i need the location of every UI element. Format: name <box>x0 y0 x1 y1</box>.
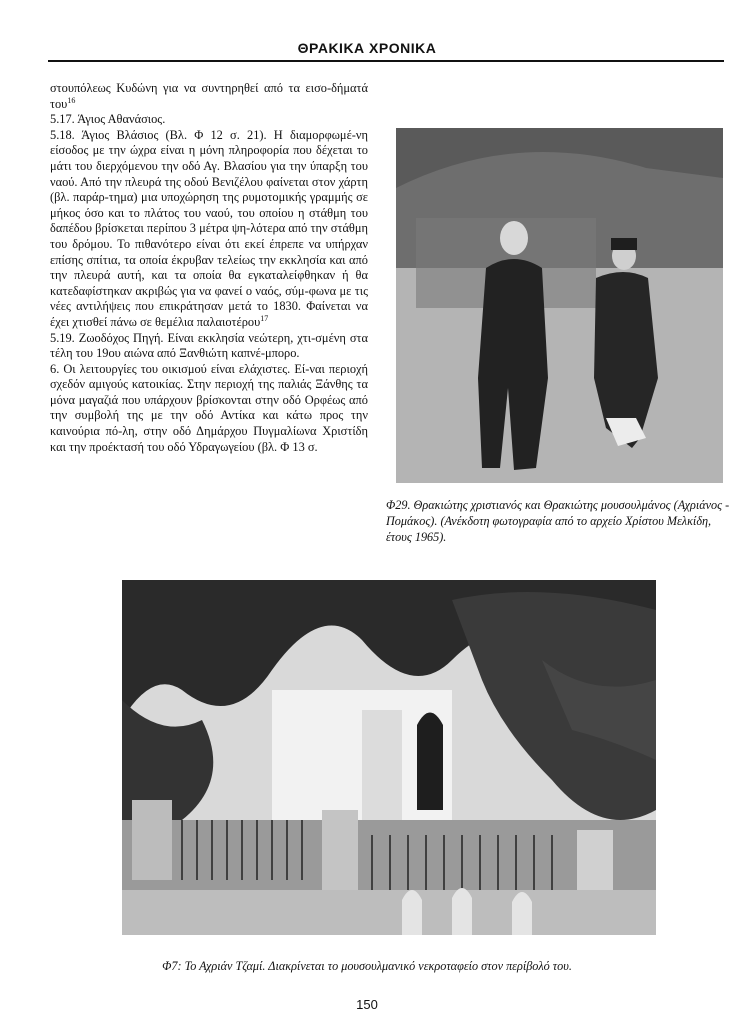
paragraph: 5.17. Άγιος Αθανάσιος. <box>50 112 166 127</box>
running-title: ΘΡΑΚΙΚΑ ΧΡΟΝΙΚΑ <box>297 40 437 56</box>
body-text-column <box>50 81 368 455</box>
header-rule <box>48 60 724 62</box>
paragraph-text: στουπόλεως Κυδώνη για να συντηρηθεί από τα εισο-δήματά του <box>50 81 368 111</box>
footnote-ref: 16 <box>67 95 76 105</box>
figure-7-photo <box>122 580 656 935</box>
figure-7-caption: Φ7: Το Αχριάν Τζαμί. Διακρίνεται το μουσουλμανικό νεκροταφείο στον περίβολό του. <box>162 959 572 973</box>
page-number: 150 <box>356 997 378 1012</box>
footnote-ref: 17 <box>260 313 269 323</box>
paragraph: 5.19. Ζωοδόχος Πηγή. Είναι εκκλησία νεώτερη, χτι-σμένη στα τέλη του 19ου αιώνα από Ξανθιώτη καπνέ-μπορο. <box>50 330 368 361</box>
paragraph <box>50 81 368 112</box>
paragraph <box>50 128 368 331</box>
paragraph: 6. Οι λειτουργίες του οικισμού είναι ελάχιστες. Εί-ναι περιοχή σχεδόν αμιγούς κατοικίας. Στην περιοχή της παλιάς Ξάνθης τα μόνα μαγαζιά που υπάρχουν βρίσκονται στην οδό Ορφέως από την συμβολή της με την οδό Αντίκα και κάτω προς την καινούρια πό-λη, στην οδό Δημάρχου Πυγμαλίωνα Χριστίδη και την προέκτασή του οδό Υδραγωγείου (βλ. Φ 13 σ. <box>50 361 368 454</box>
paragraph-text: 5.18. Άγιος Βλάσιος (Βλ. Φ 12 σ. 21). Η διαμορφωμέ-νη είσοδος με την ώχρα είναι η μόνη πληροφορία που δέχεται το μάτι του διερχόμενου την οδό Αγ. Βλασίου για την ύπαρξη του ναού. Από την πλευρά της οδού Βενιζέλου φαίνεται στον χάρτη (βλ. παράρ-τημα) μια υποχώρηση της ρυμοτομικής γραμμής σε μήκος όσο και το πλάτος του ναού, του οποίου η στάθμη του δαπέδου βρίσκεται περίπου 3 μέτρα ψη-λότερα από την στάθμη του δρόμου. Το πιθανότερο είναι ότι εκεί έπρεπε να υπήρχαν επίσης σπίτια, τα οποία έκρυβαν τελείως την εκκλησία και από την πλευρά αυτή, και τα οποία θα εγκαταλείφθηκαν ή θα κατεδαφίστηκαν ακριβώς για να φανεί ο ναός, σύμ-φωνα με τις νέες αντιλήψεις που επικράτησαν μετά το 1830. Φαίνεται να έχει χτισθεί πάνω σε θεμέλια παλαιοτέρου <box>50 127 368 329</box>
figure-29-photo <box>396 128 723 483</box>
figure-29-caption: Φ29. Θρακιώτης χριστιανός και Θρακιώτης μουσουλμάνος (Αχριάνος - Πομάκος). (Ανέκδοτη φωτογραφία από το αρχείο Χρίστου Μελκίδη, έτους 1965). <box>386 498 730 544</box>
